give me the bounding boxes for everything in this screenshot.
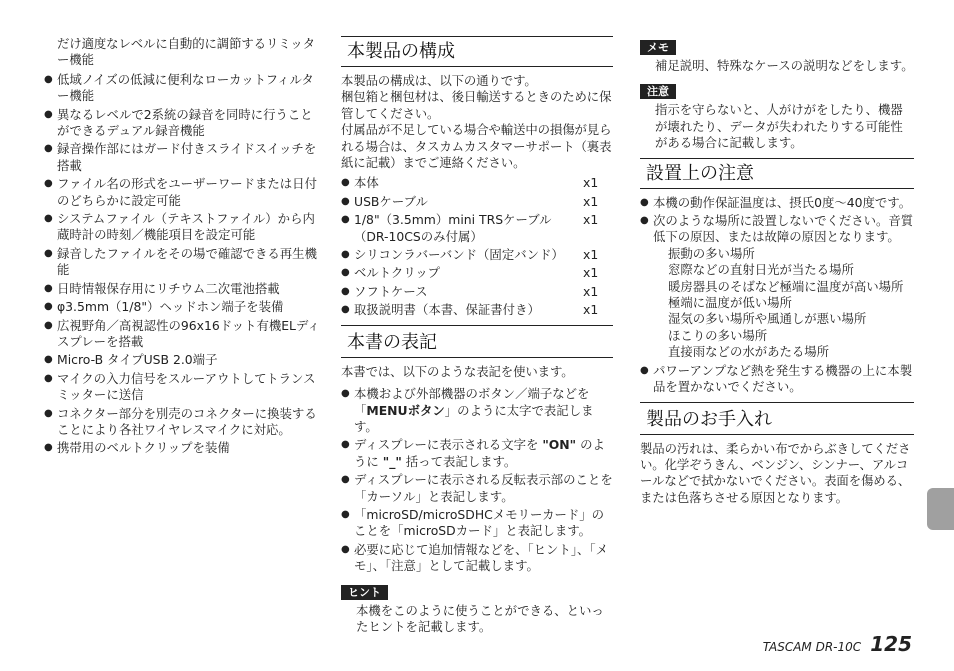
part-quantity: x1: [583, 212, 599, 228]
continued-feature-text: だけ適度なレベルに自動的に調節するリミッター機能: [57, 36, 315, 68]
location-item: ほこりの多い場所: [668, 327, 768, 343]
caution-body: 指示を守らないと、人がけがをしたり、機器が壊れたり、データが失われたりする可能性がある場合に記載します。: [655, 102, 903, 151]
hint-tag: ヒント: [341, 585, 388, 600]
notation-item-buttons: ● 本機および外部機器のボタン／端子などを「MENUボタン」のように太字で表記します。: [341, 386, 613, 435]
section-tab-marker: [927, 488, 954, 530]
list-item: ● Micro-B タイプUSB 2.0端子: [44, 352, 322, 368]
left-column: [44, 36, 322, 459]
bold-example: MENUボタン: [366, 402, 445, 418]
notation-item-cursor: ● ディスプレーに表示される反転表示部のことを「カーソル」と表記します。: [341, 472, 613, 505]
list-item: ● 録音操作部にはガード付きスライドスイッチを搭載: [44, 141, 322, 174]
care-text: 製品の汚れは、柔らかい布でからぶきしてください。化学ぞうきん、ベンジン、シンナー、アルコールなどで拭かないでください。表面を傷める、または色落ちさせる原因となります。: [640, 440, 911, 505]
list-item: ● コネクター部分を別売のコネクターに換装することにより各社ワイヤレスマイクに対応。: [44, 406, 322, 439]
part-quantity: x1: [583, 193, 599, 209]
install-avoid: ● 次のような場所に設置しないでください。音質低下の原因、または故障の原因となります。: [640, 213, 914, 246]
list-item: ● システムファイル（テキストファイル）から内蔵時計の時刻／機能項目を設定可能: [44, 211, 322, 244]
right-column: [640, 36, 914, 506]
heading-notation: 本書の表記: [341, 328, 613, 358]
components-packaging-note: 梱包箱と梱包材は、後日輸送するときのために保管してください。: [341, 89, 612, 121]
parts-item: [341, 265, 613, 281]
heading-components: 本製品の構成: [341, 36, 613, 67]
location-item: 暖房器具のそばなど極端に温度が高い場所: [668, 278, 904, 294]
list-item: ● マイクの入力信号をスルーアウトしてトランスミッターに送信: [44, 371, 322, 404]
parts-item: [341, 194, 613, 210]
brand-model: TASCAM DR-10C: [762, 640, 862, 654]
part-name: ● ベルトクリップ: [354, 265, 440, 281]
part-name: ● 取扱説明書（本書、保証書付き）: [354, 302, 540, 318]
list-item: ● 異なるレベルで2系統の録音を同時に行うことができるデュアル録音機能: [44, 107, 322, 140]
location-item: 窓際などの直射日光が当たる場所: [668, 262, 854, 278]
parts-item: [341, 284, 613, 300]
list-item: ● 日時情報保存用にリチウム二次電池搭載: [44, 281, 322, 297]
parts-list: [341, 175, 613, 318]
list-item: ● φ3.5mm（1/8"）ヘッドホン端子を装備: [44, 299, 322, 315]
location-item: 振動の多い場所: [668, 245, 755, 261]
part-quantity: x1: [583, 302, 599, 318]
location-item: 湿気の多い場所や風通しが悪い場所: [668, 311, 867, 327]
list-item: ● 録音したファイルをその場で確認できる再生機能: [44, 246, 322, 279]
list-item: ● 低域ノイズの低減に便利なローカットフィルター機能: [44, 72, 322, 105]
notation-item-extra: ● 必要に応じて追加情報などを、「ヒント」、「メモ」、「注意」として記載します。: [341, 542, 613, 575]
install-temperature: ● 本機の動作保証温度は、摂氏0度〜40度です。: [640, 195, 914, 211]
location-item: 極端に温度が低い場所: [668, 295, 792, 311]
memo-tag: メモ: [640, 40, 676, 55]
parts-item: [341, 175, 613, 191]
parts-item: [341, 212, 613, 245]
middle-column: [341, 36, 613, 641]
heading-care: 製品のお手入れ: [640, 405, 914, 435]
components-intro: 本製品の構成は、以下の通りです。: [341, 73, 537, 88]
part-name: ● USBケーブル: [354, 193, 428, 209]
part-name: ● 1/8"（3.5mm）mini TRSケーブル（DR-10CSのみ付属）: [354, 212, 552, 244]
page-number: 125: [870, 632, 912, 656]
list-item: ● 携帯用のベルトクリップを装備: [44, 440, 322, 456]
part-quantity: x1: [583, 175, 599, 191]
part-quantity: x1: [583, 247, 599, 263]
part-quantity: x1: [583, 283, 599, 299]
page-footer: [763, 632, 912, 656]
install-heat: ● パワーアンプなど熱を発生する機器の上に本製品を置かないでください。: [640, 363, 914, 396]
part-name: ● シリコンラバーバンド（固定バンド）: [354, 247, 564, 263]
components-missing-note: 付属品が不足している場合や輸送中の損傷が見られる場合は、タスカムカスタマーサポート（裏表紙に記載）までご連絡ください。: [341, 122, 612, 171]
section-divider: [341, 325, 613, 326]
on-example: "ON": [542, 437, 577, 453]
section-divider: [640, 402, 914, 403]
caution-tag: 注意: [640, 84, 676, 99]
part-quantity: x1: [583, 265, 599, 281]
list-item: ● ファイル名の形式をユーザーワードまたは日付のどちらかに設定可能: [44, 176, 322, 209]
parts-item: [341, 302, 613, 318]
notation-item-microsd: ● 「microSD/microSDHCメモリーカード」のことを「microSDカード」と表記します。: [341, 507, 613, 540]
parts-item: [341, 247, 613, 263]
memo-body: 補足説明、特殊なケースの説明などをします。: [655, 58, 914, 73]
heading-installation: 設置上の注意: [640, 158, 914, 189]
part-name: ● ソフトケース: [354, 283, 428, 299]
feature-list: [44, 72, 322, 457]
list-item: ● 広視野角／高視認性の96x16ドット有機ELディスプレーを搭載: [44, 318, 322, 351]
hint-body: 本機をこのように使うことができる、といったヒントを記載します。: [356, 602, 604, 634]
notation-intro: 本書では、以下のような表記を使います。: [341, 363, 574, 379]
notation-item-display: ● ディスプレーに表示される文字を "ON" のように "_" 括って表記します。: [341, 437, 613, 470]
location-list: [640, 246, 914, 361]
location-item: 直接雨などの水があたる場所: [668, 344, 830, 360]
part-name: ● 本体: [354, 175, 379, 191]
